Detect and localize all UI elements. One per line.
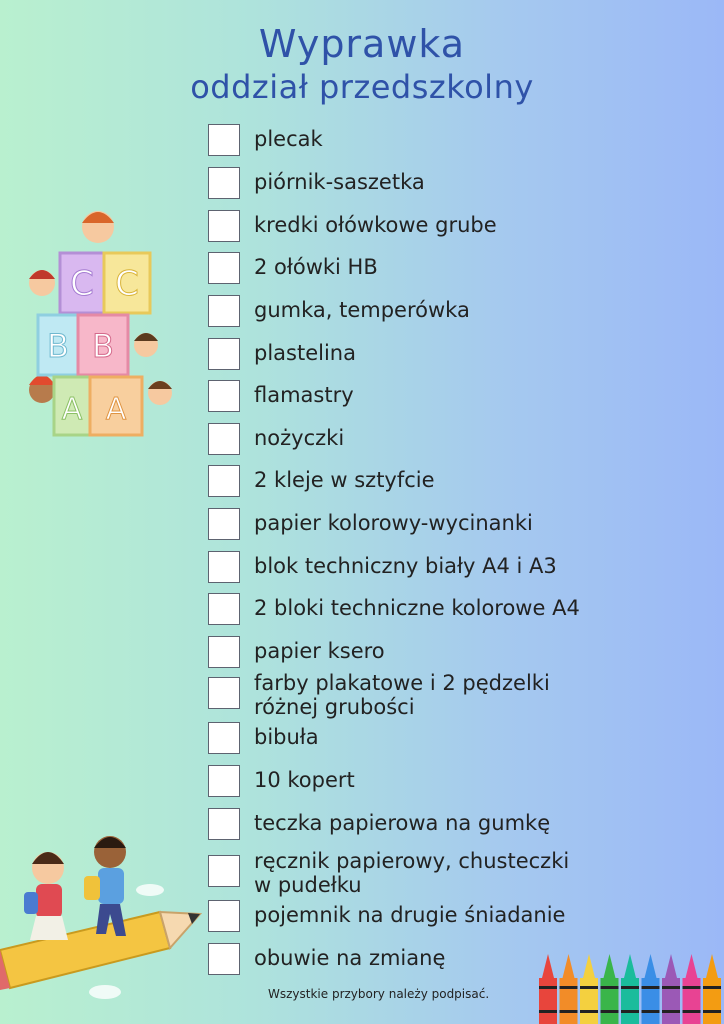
- crayon-icon: [683, 954, 701, 1024]
- checkbox[interactable]: [208, 593, 240, 625]
- crayon-icon: [642, 954, 660, 1024]
- checklist-item-label: plecak: [254, 127, 323, 151]
- crayon-icon: [560, 954, 578, 1024]
- checklist-item-label: nożyczki: [254, 426, 345, 450]
- checkbox[interactable]: [208, 722, 240, 754]
- checkbox[interactable]: [208, 551, 240, 583]
- checklist-item-label: piórnik-saszetka: [254, 170, 425, 194]
- checkbox[interactable]: [208, 808, 240, 840]
- block-letter: C: [115, 264, 139, 304]
- checkbox[interactable]: [208, 943, 240, 975]
- checkbox[interactable]: [208, 295, 240, 327]
- checkbox[interactable]: [208, 210, 240, 242]
- crayon-icon: [703, 954, 721, 1024]
- checklist-item-label: gumka, temperówka: [254, 298, 470, 322]
- pencil-body-icon: [0, 912, 170, 988]
- page-subtitle: oddział przedszkolny: [190, 68, 534, 106]
- checklist-item-label: 2 kleje w sztyfcie: [254, 468, 435, 492]
- checklist-item-label: plastelina: [254, 341, 356, 365]
- checklist-item-label: 2 ołówki HB: [254, 255, 378, 279]
- checklist-item-label: papier ksero: [254, 639, 385, 663]
- backpack-icon: [84, 876, 100, 900]
- checklist-item-label-line2: w pudełku: [254, 873, 362, 897]
- kids-on-pencil-illustration: [0, 830, 210, 1005]
- crayon-icon: [662, 954, 680, 1024]
- checklist-item-label: farby plakatowe i 2 pędzelki: [254, 671, 550, 695]
- checklist-item-label: 10 kopert: [254, 768, 355, 792]
- block-letter: A: [105, 392, 127, 427]
- checkbox[interactable]: [208, 252, 240, 284]
- checklist-item-label: flamastry: [254, 383, 354, 407]
- crayon-icon: [621, 954, 639, 1024]
- checklist-item-label-line2: różnej grubości: [254, 695, 415, 719]
- checklist-item-label: obuwie na zmianę: [254, 946, 446, 970]
- crayon-icon: [601, 954, 619, 1024]
- footer-note: Wszystkie przybory należy podpisać.: [268, 987, 490, 1001]
- checkbox[interactable]: [208, 677, 240, 709]
- checkbox[interactable]: [208, 465, 240, 497]
- block-letter: A: [61, 392, 83, 427]
- block-letter: B: [92, 327, 114, 365]
- crayon-icon: [539, 954, 557, 1024]
- checklist-item-label: ręcznik papierowy, chusteczki: [254, 849, 570, 873]
- checkbox[interactable]: [208, 423, 240, 455]
- page-title: Wyprawka: [258, 22, 466, 66]
- checkbox[interactable]: [208, 765, 240, 797]
- block-letter: B: [47, 327, 69, 365]
- checklist-item-label: teczka papierowa na gumkę: [254, 811, 551, 835]
- backpack-icon: [24, 892, 38, 914]
- checkbox[interactable]: [208, 636, 240, 668]
- checklist-item-label: 2 bloki techniczne kolorowe A4: [254, 596, 580, 620]
- checkbox[interactable]: [208, 167, 240, 199]
- checkbox[interactable]: [208, 338, 240, 370]
- checklist-item-label: bibuła: [254, 725, 319, 749]
- checkbox[interactable]: [208, 900, 240, 932]
- checklist-item-label: papier kolorowy-wycinanki: [254, 511, 533, 535]
- checklist-item-label: kredki ołówkowe grube: [254, 213, 497, 237]
- kid-shirt-icon: [98, 868, 124, 904]
- checkbox[interactable]: [208, 855, 240, 887]
- crayons-illustration: [535, 948, 724, 1024]
- checkbox[interactable]: [208, 380, 240, 412]
- letter-blocks-illustration: [20, 205, 185, 445]
- block-letter: C: [70, 264, 94, 304]
- checkbox[interactable]: [208, 508, 240, 540]
- crayon-icon: [580, 954, 598, 1024]
- checklist-item-label: blok techniczny biały A4 i A3: [254, 554, 557, 578]
- checkbox[interactable]: [208, 124, 240, 156]
- checklist-item-label: pojemnik na drugie śniadanie: [254, 903, 566, 927]
- kid-shirt-icon: [36, 884, 62, 918]
